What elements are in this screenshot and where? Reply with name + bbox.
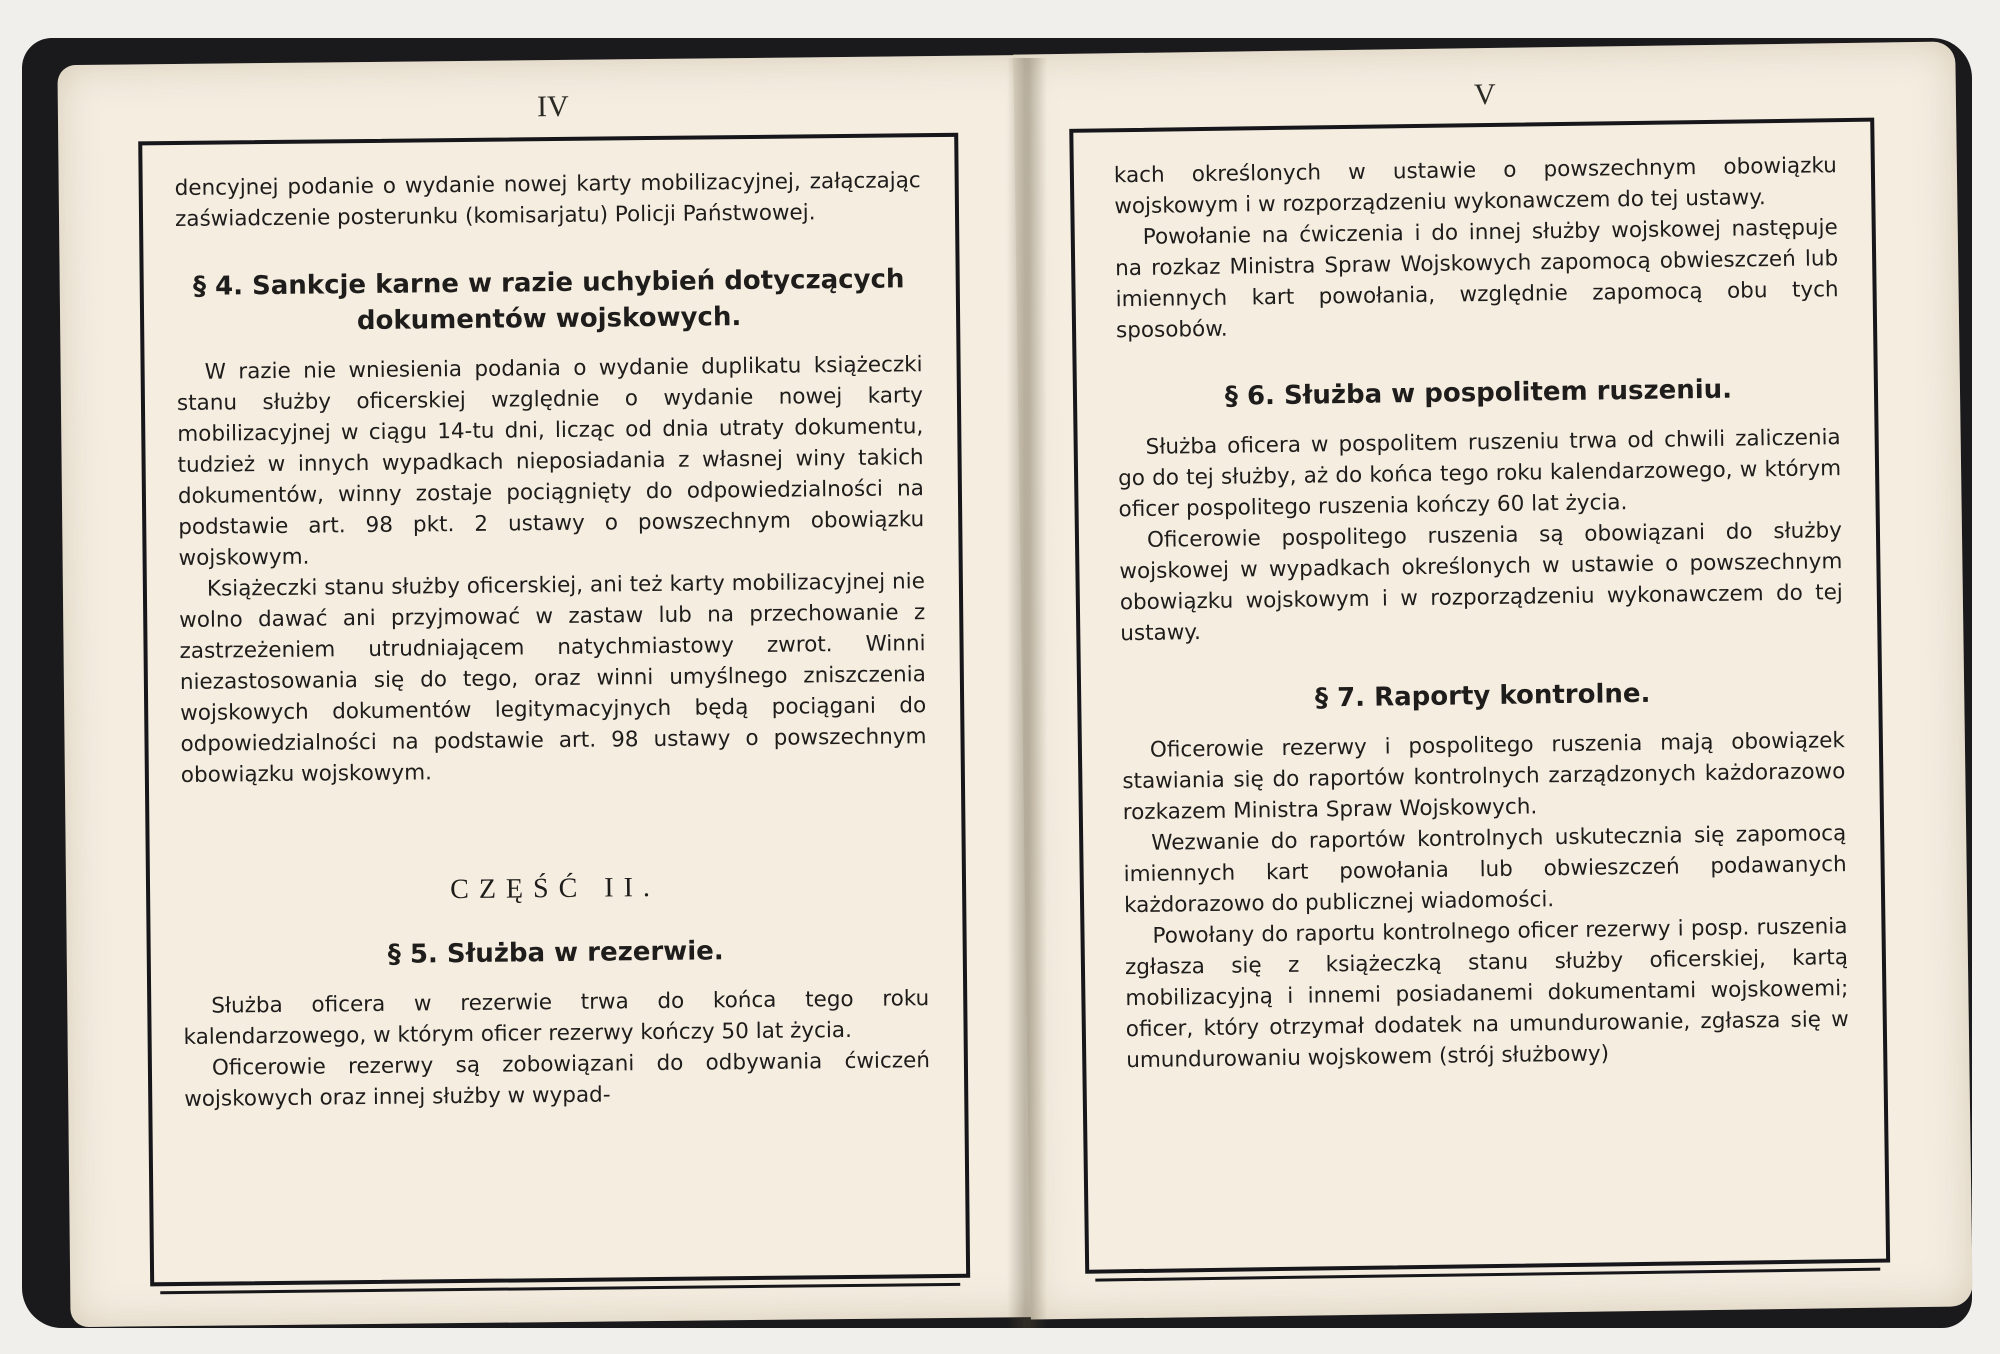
section-7-paragraph-2: Wezwanie do raportów kontrolnych uskutecznia się zapomocą imiennych kart powołania lub obwieszczeń podawanych każdorazowo do publicznej wiadomości. <box>1123 821 1847 919</box>
right-text-frame <box>1069 118 1890 1274</box>
section-6-paragraph-2: Oficerowie pospolitego ruszenia są obowiązani do służby wojskowej w wypadkach określonych w ustawie o powszechnym obowiązku wojskowym i w rozporządzeniu wykonawczem do tej ustawy. <box>1119 518 1843 647</box>
section-4-paragraph-1: W razie nie wniesienia podania o wydanie duplikatu książeczki stanu służby oficerskiej względnie o wydanie nowej karty mobilizacyjnej w ciągu 14-tu dni, licząc od dnia utraty dokumentu, tudzież w innych wypadkach nieposiadania z własnej winy takich dokumentów, winny zostaje pociągnięty do odpowiedzialności na podstawie art. 98 pkt. 2 ustawy o powszechnym obowiązku wojskowym. <box>176 352 925 571</box>
section-7-paragraph-3: Powołany do raportu kontrolnego oficer rezerwy i posp. ruszenia zgłasza się z książeczką stanu służby oficerskiej, kartą mobilizacyjną i innemi posiadanemi dokumentami wojskowemi; oficer, który otrzymał dodatek na umundurowanie, zgłasza się w umundurowaniu wojskowem (strój służbowy) <box>1124 914 1849 1074</box>
book-cover <box>22 38 1972 1328</box>
page-number-left: IV <box>536 89 569 124</box>
section-5-paragraph-2: Oficerowie rezerwy są zobowiązani do odbywania ćwiczeń wojskowych oraz innej służby w wypad- <box>184 1048 931 1112</box>
page-number-right: V <box>1473 77 1496 112</box>
section-7-heading: § 7. Raporty kontrolne. <box>1314 678 1651 714</box>
section-6-heading: § 6. Służba w pospolitem ruszeniu. <box>1224 374 1733 412</box>
left-text-frame <box>138 133 970 1287</box>
left-intro-paragraph: dencyjnej podanie o wydanie nowej karty mobilizacyjnej, załączając zaświadczenie posterunku (komisarjatu) Policji Państwowej. <box>174 168 921 232</box>
section-4-heading: § 4. Sankcje karne w razie uchybień dotyczących dokumentów wojskowych. <box>192 264 905 337</box>
section-7-paragraph-1: Oficerowie rezerwy i pospolitego ruszenia mają obowiązek stawiania się do raportów kontrolnych zarządzonych każdorazowo rozkazem Ministra Spraw Wojskowych. <box>1122 728 1846 826</box>
section-4-paragraph-2: Książeczki stanu służby oficerskiej, ani też karty mobilizacyjnej nie wolno dawać ani przyjmować w zastaw lub na przechowanie z zastrzeżeniem utrudniającem natychmiastowy zwrot. Winni niezastosowania się do tego, oraz winni umyślnego zniszczenia wojskowych dokumentów legitymacyjnych będą pociągani do odpowiedzialności na podstawie art. 98 ustawy o powszechnym obowiązku wojskowym. <box>179 569 927 788</box>
right-intro-paragraph-1: kach określonych w ustawie o powszechnym obowiązku wojskowym i w rozporządzeniu wykonawczem do tej ustawy. <box>1113 153 1838 220</box>
section-6-paragraph-1: Służba oficera w pospolitem ruszeniu trwa od chwili zaliczenia go do tej służby, aż do końca tego roku kalendarzowego, w którym oficer pospolitego ruszenia kończy 60 lat życia. <box>1117 425 1842 523</box>
book-gutter <box>1007 58 1047 1328</box>
right-page <box>1013 41 1973 1319</box>
part-2-heading: CZĘŚĆ II. <box>450 871 661 906</box>
section-5-paragraph-1: Służba oficera w rezerwie trwa do końca tego roku kalendarzowego, w którym oficer rezerwy kończy 50 lat życia. <box>183 986 930 1050</box>
left-page <box>57 55 1060 1327</box>
right-intro-paragraph-2: Powołanie na ćwiczenia i do innej służby wojskowej następuje na rozkaz Ministra Spraw Wojskowych zapomocą obwieszczeń lub imiennych kart powołania, względnie zapomocą obu tych sposobów. <box>1115 215 1839 344</box>
section-5-heading: § 5. Służba w rezerwie. <box>387 936 724 970</box>
